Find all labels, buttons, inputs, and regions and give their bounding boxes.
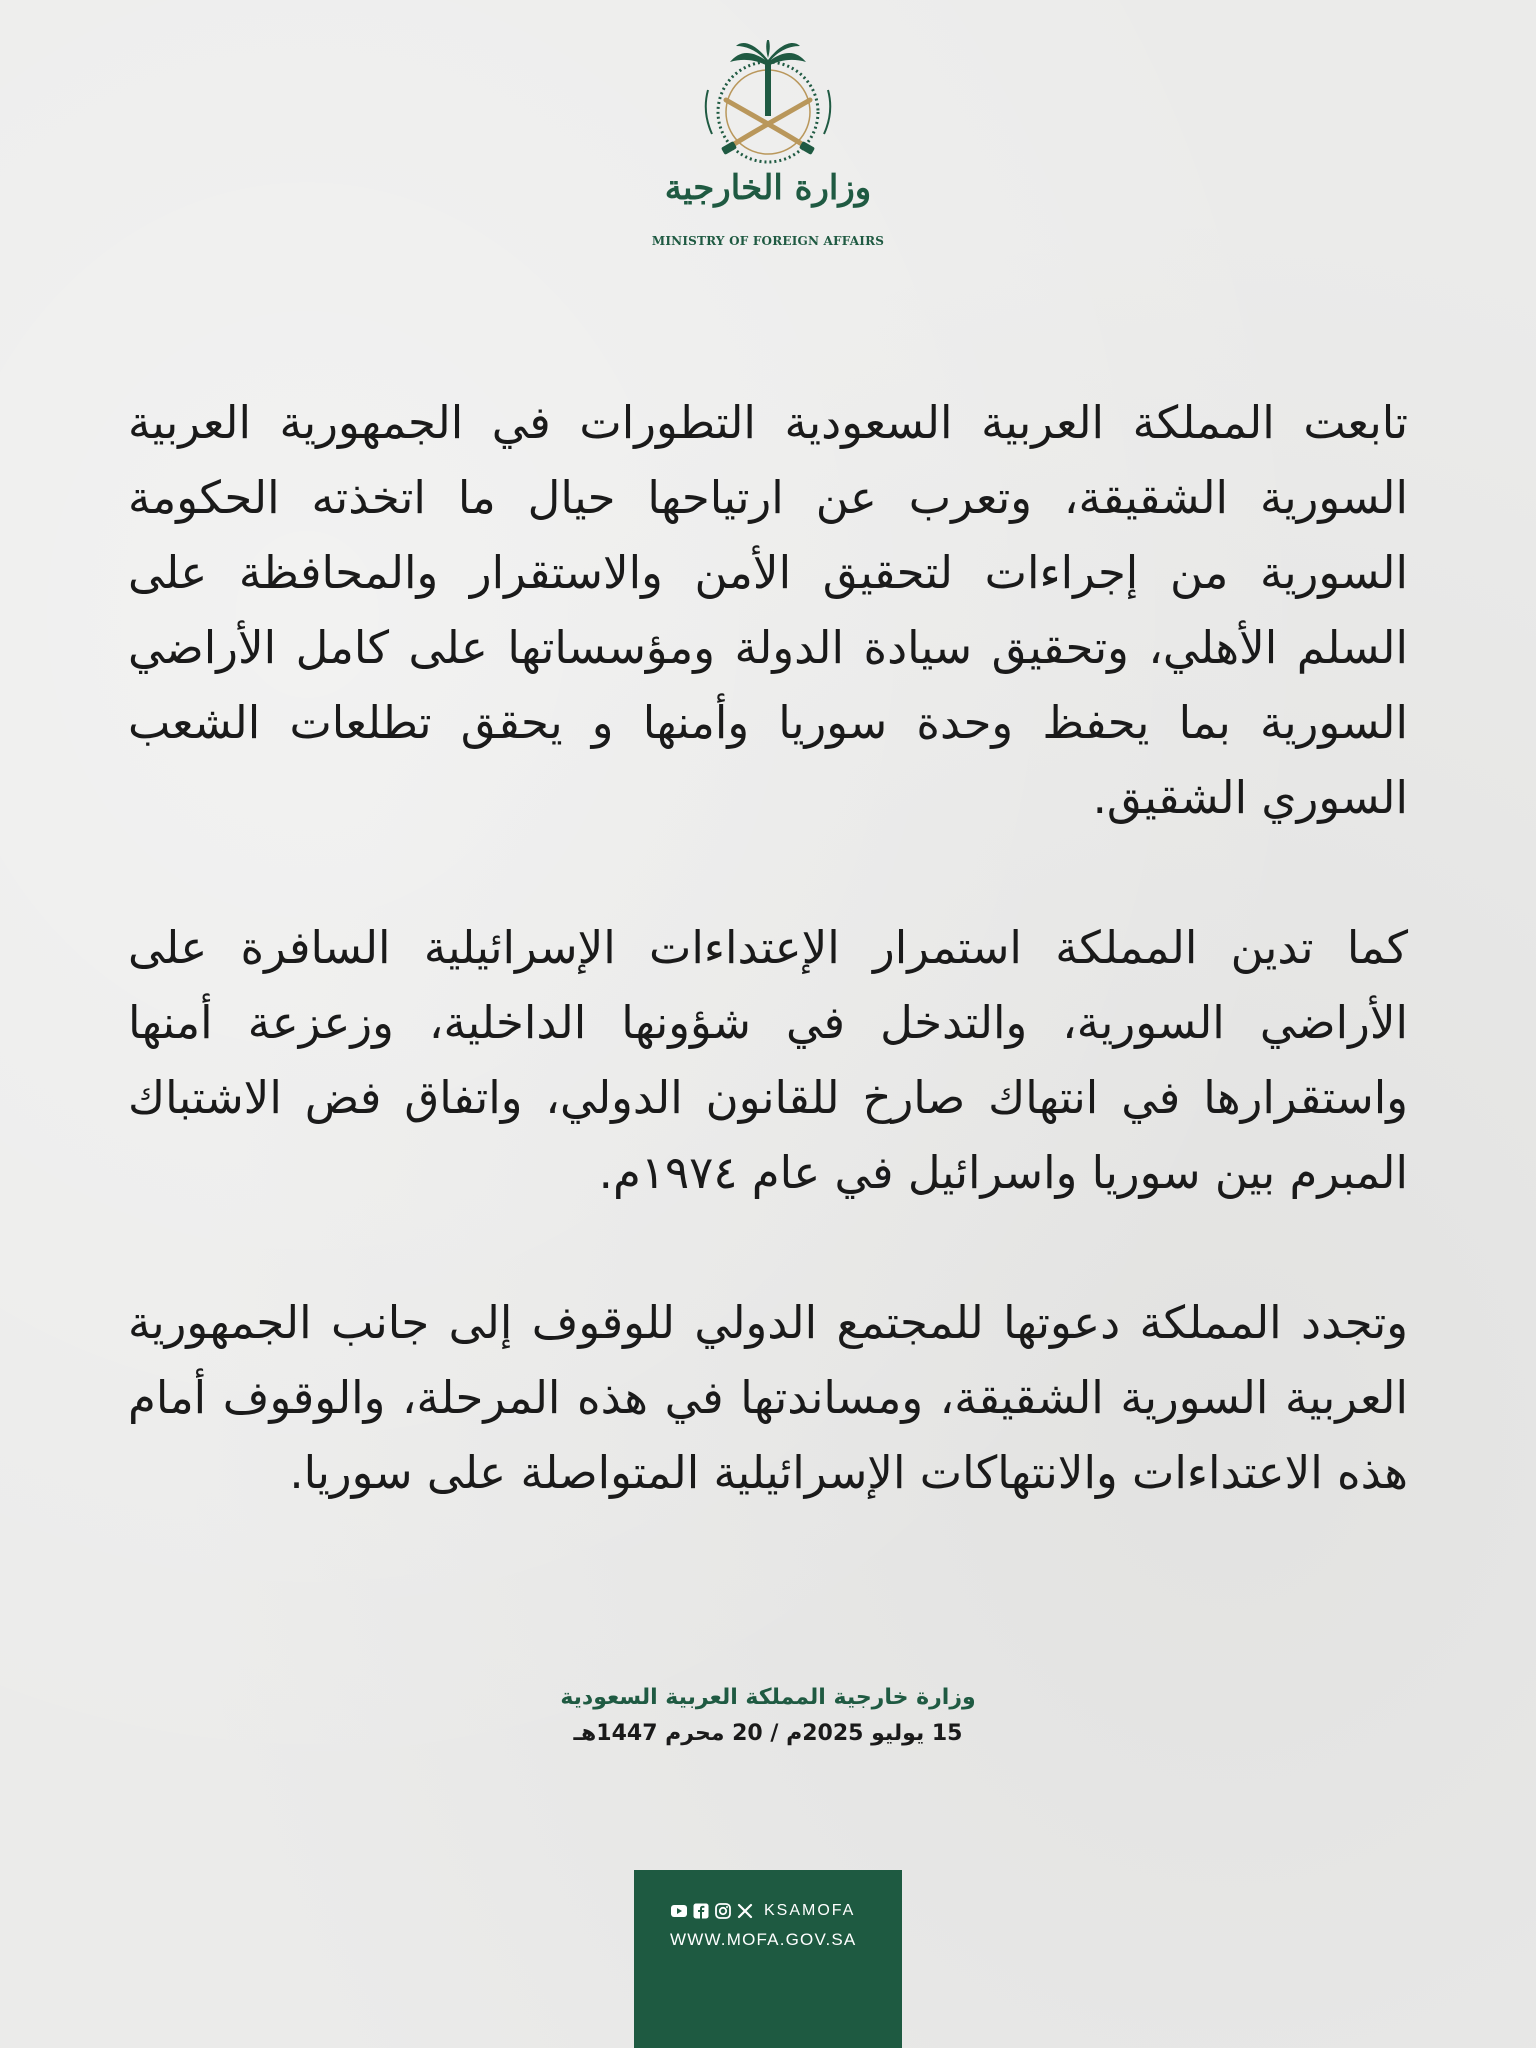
statement-paragraph: وتجدد المملكة دعوتها للمجتمع الدولي للوقوف إلى جانب الجمهورية العربية السورية الشقيقة، ومساندتها في هذه المرحلة، والوقوف أمام هذه الاعتداءات والانتهاكات الإسرائيلية المتواصلة على سوريا. — [128, 1296, 1408, 1499]
ministry-name-english: MINISTRY OF FOREIGN AFFAIRS — [651, 234, 885, 248]
x-icon[interactable] — [736, 1902, 754, 1920]
statement-body — [128, 385, 1408, 1510]
facebook-icon[interactable] — [692, 1902, 710, 1920]
signature-ministry: وزارة خارجية المملكة العربية السعودية — [560, 1685, 976, 1710]
social-links — [670, 1900, 855, 1922]
website-link[interactable]: WWW.MOFA.GOV.SA — [670, 1930, 857, 1949]
instagram-icon[interactable] — [714, 1902, 732, 1920]
youtube-icon[interactable] — [670, 1902, 688, 1920]
ministry-name-arabic: وزارة الخارجية — [664, 168, 872, 208]
signature-date: 15 يوليو 2025م / 20 محرم 1447هـ — [573, 1721, 963, 1746]
footer-contact-box — [634, 1870, 902, 2048]
statement-paragraph: كما تدين المملكة استمرار الإعتداءات الإسرائيلية السافرة على الأراضي السورية، والتدخل في شؤونها الداخلية، وزعزعة أمنها واستقرارها في انتهاك صارخ للقانون الدولي، واتفاق فض الاشتباك المبرم بين سوريا واسرائيل في عام ١٩٧٤م. — [128, 921, 1408, 1199]
statement-paragraph: تابعت المملكة العربية السعودية التطورات في الجمهورية العربية السورية الشقيقة، وتعرب عن ارتياحها حيال ما اتخذته الحكومة السورية من إجراءات لتحقيق الأمن والاستقرار والمحافظة على السلم الأهلي، وتحقيق سيادة الدولة ومؤسساتها على كامل الأراضي السورية بما يحفظ وحدة سوريا وأمنها و يحقق تطلعات الشعب السوري الشقيق. — [128, 396, 1408, 824]
saudi-emblem-palm-swords-icon — [650, 40, 886, 170]
social-handle[interactable]: KSAMOFA — [764, 1902, 856, 1919]
signature-block — [0, 1680, 1536, 1752]
ministry-emblem — [650, 40, 886, 250]
